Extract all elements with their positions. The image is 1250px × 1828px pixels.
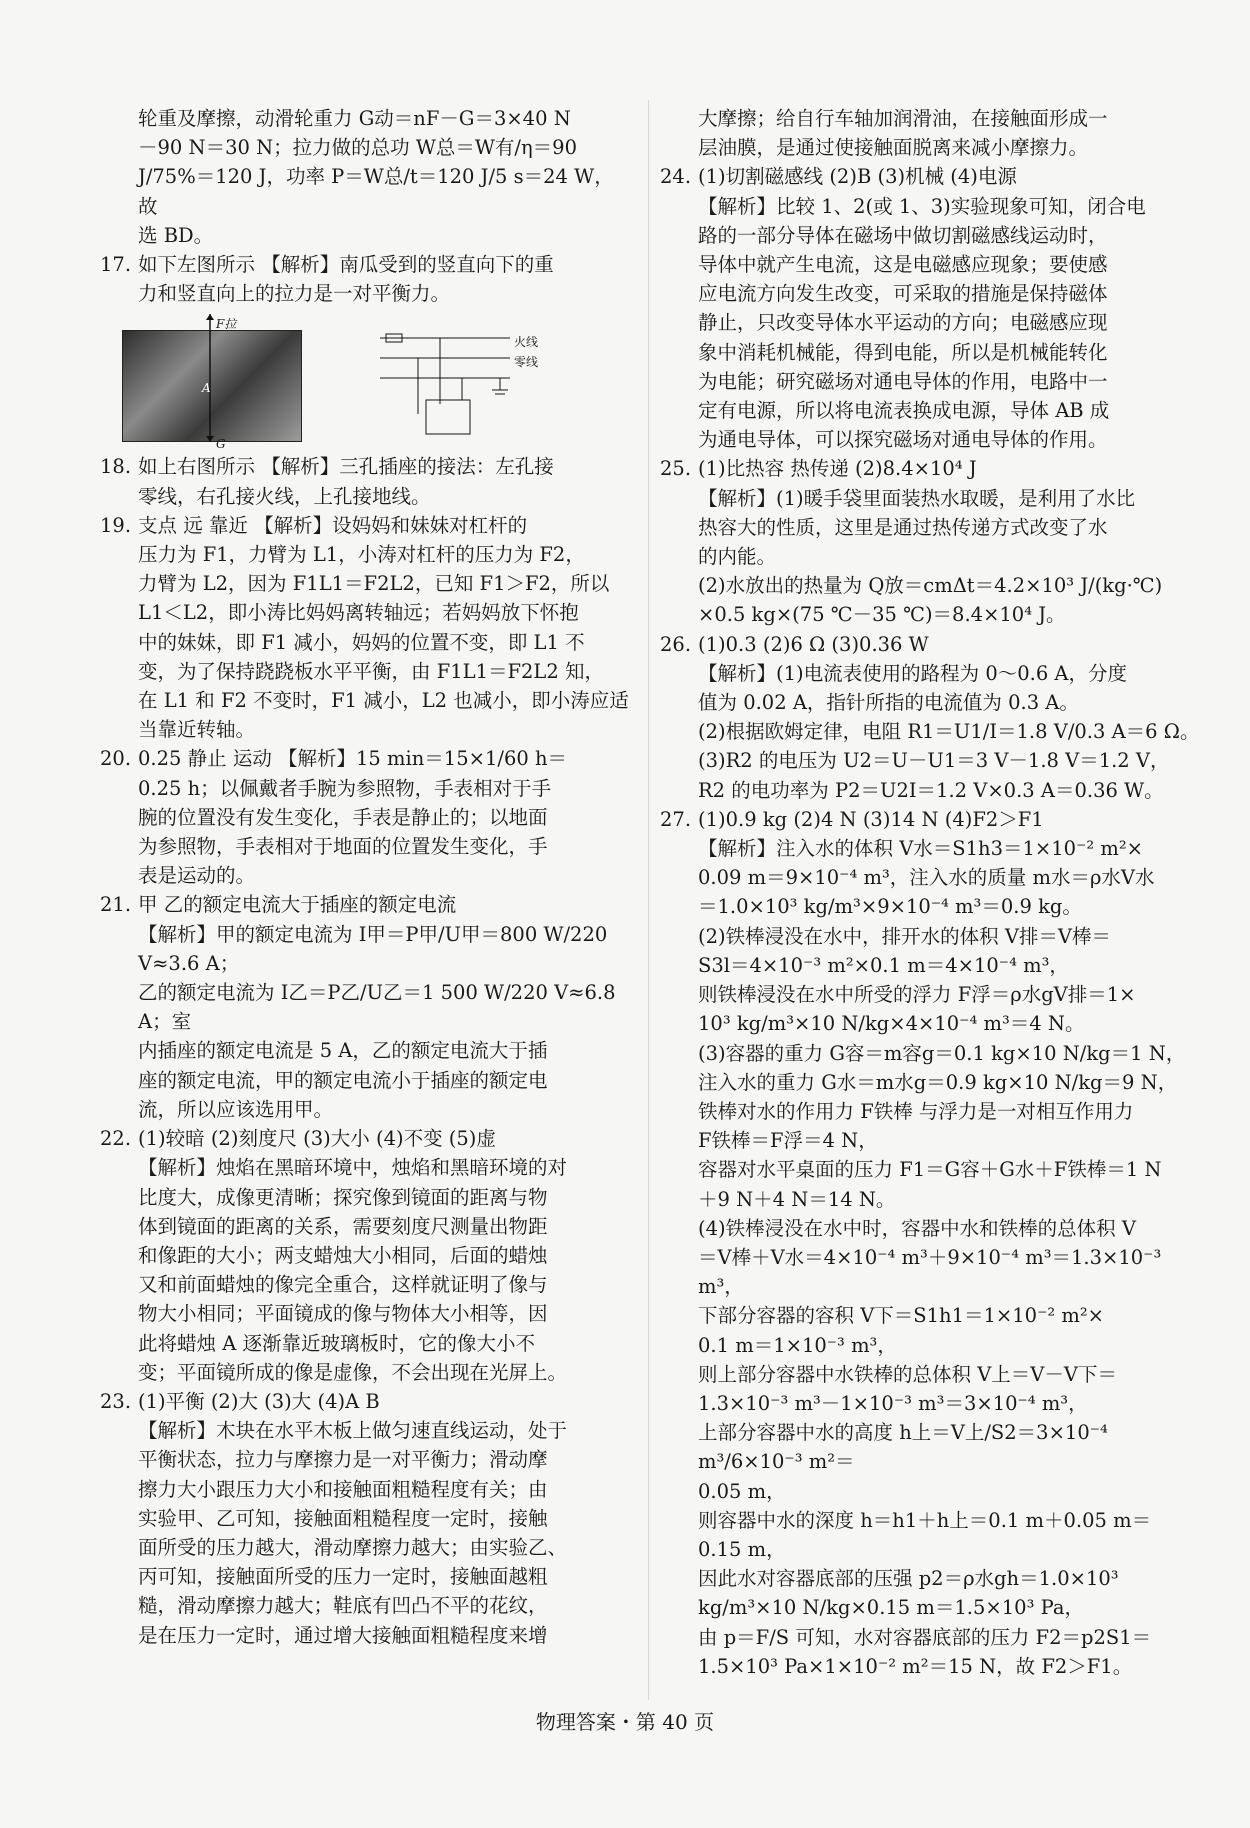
text-line: 【解析】(1)暖手袋里面装热水取暖，是利用了水比 <box>698 486 1136 510</box>
text-line: 【解析】木块在水平木板上做匀速直线运动，处于 <box>138 1419 568 1443</box>
text-line: (2)水放出的热量为 Q放＝cmΔt＝4.2×10³ J/(kg·℃) <box>698 574 1163 598</box>
text-line: 如上右图所示 【解析】三孔插座的接法：左孔接 <box>138 455 554 479</box>
text-line: 容器对水平桌面的压力 F1＝G容＋G水＋F铁棒＝1 N <box>698 1158 1162 1182</box>
text-line: 变；平面镜所成的像是虚像，不会出现在光屏上。 <box>138 1360 568 1384</box>
text-line: 擦力大小跟压力大小和接触面粗糙程度有关；由 <box>138 1477 548 1501</box>
text-line: 丙可知，接触面所受的压力一定时，接触面越粗 <box>138 1565 548 1589</box>
answer-17 <box>100 250 630 308</box>
text-line: 铁棒对水的作用力 F铁棒 与浮力是一对相互作用力 <box>698 1099 1134 1123</box>
text-line: 【解析】比较 1、2(或 1、3)实验现象可知，闭合电 <box>698 194 1146 218</box>
text-line: 乙的额定电流为 I乙＝P乙/U乙＝1 500 W/220 V≈6.8 A；室 <box>138 981 616 1034</box>
text-line: (1)切割磁感线 (2)B (3)机械 (4)电源 <box>698 165 1017 189</box>
column-divider <box>648 100 649 1700</box>
text-line: 物大小相同；平面镜成的像与物体大小相等，因 <box>138 1302 548 1326</box>
figures <box>100 314 630 452</box>
text-line: 大摩擦；给自行车轴加润滑油，在接触面形成一 <box>698 107 1108 130</box>
text-line: 【解析】烛焰在黑暗环境中，烛焰和黑暗环境的对 <box>138 1156 568 1180</box>
question-number: 19. <box>100 513 132 537</box>
text-line: 选 BD。 <box>138 223 214 247</box>
arrow-down <box>206 436 214 442</box>
text-line: 内插座的额定电流是 5 A，乙的额定电流大于插 <box>138 1039 548 1063</box>
text-line: 层油膜，是通过使接触面脱离来减小摩擦力。 <box>698 136 1089 160</box>
text-line: J/75%＝120 J，功率 P＝W总/t＝120 J/5 s＝24 W，故 <box>138 165 614 218</box>
answer-26 <box>660 630 1200 805</box>
text-line: 表是运动的。 <box>138 864 256 888</box>
answer-23-cont <box>660 104 1200 162</box>
text-line: 静止，只改变导体水平运动的方向；电磁感应现 <box>698 311 1108 335</box>
text-line: 1.5×10³ Pa×1×10⁻² m²＝15 N，故 F2＞F1。 <box>698 1654 1133 1678</box>
text-line: 当靠近转轴。 <box>138 718 256 742</box>
text-line: 应电流方向发生改变，可采取的措施是保持磁体 <box>698 282 1108 306</box>
neutral-wire-label: 零线 <box>514 355 539 370</box>
text-line: (1)0.3 (2)6 Ω (3)0.36 W <box>698 632 929 656</box>
force-and-circuit-diagrams <box>100 314 630 442</box>
text-line: 力臂为 L2，因为 F1L1＝F2L2，已知 F1＞F2，所以 <box>138 572 610 596</box>
text-line: (2)根据欧姆定律，电阻 R1＝U1/I＝1.8 V/0.3 A＝6 Ω。 <box>698 720 1200 744</box>
question-number: 17. <box>100 253 132 277</box>
text-line: (1)较暗 (2)刻度尺 (3)大小 (4)不变 (5)虚 <box>138 1127 496 1151</box>
left-column <box>100 104 630 1650</box>
text-line: R2 的电功率为 P2＝U2I＝1.2 V×0.3 A＝0.36 W。 <box>698 778 1164 802</box>
answer-18 <box>100 452 630 510</box>
answer-16-cont <box>100 104 630 250</box>
text-line: F铁棒＝F浮＝4 N， <box>698 1129 878 1153</box>
text-line: (1)平衡 (2)大 (3)大 (4)A B <box>138 1389 380 1413</box>
text-line: 和像距的大小；两支蜡烛大小相同，后面的蜡烛 <box>138 1243 548 1267</box>
text-line: 甲 乙的额定电流大于插座的额定电流 <box>138 893 457 917</box>
text-line: (2)铁棒浸没在水中，排开水的体积 V排＝V棒＝ <box>698 924 1111 948</box>
text-line: 0.05 m， <box>698 1479 786 1503</box>
right-column <box>660 104 1200 1681</box>
text-line: (3)R2 的电压为 U2＝U－U1＝3 V－1.8 V＝1.2 V， <box>698 749 1170 773</box>
text-line: 此将蜡烛 A 逐渐靠近玻璃板时，它的像大小不 <box>138 1331 535 1355</box>
text-line: 力和竖直向上的拉力是一对平衡力。 <box>138 282 451 306</box>
text-line: 定有电源，所以将电流表换成电源，导体 AB 成 <box>698 399 1110 423</box>
text-line: 糙，滑动摩擦力越大；鞋底有凹凸不平的花纹， <box>138 1594 548 1618</box>
text-line: S3l＝4×10⁻³ m²×0.1 m＝4×10⁻⁴ m³， <box>698 953 1069 977</box>
text-line: 的内能。 <box>698 545 777 569</box>
text-line: 中的妹妹，即 F1 减小，妈妈的位置不变，即 L1 不 <box>138 630 585 654</box>
text-line: 流，所以应该选用甲。 <box>138 1097 334 1121</box>
text-line: 0.25 静止 运动 【解析】15 min＝15×1/60 h＝ <box>138 747 568 771</box>
text-line: ＝1.0×10³ kg/m³×9×10⁻⁴ m³＝0.9 kg。 <box>698 895 1082 919</box>
text-line: 象中消耗机械能，得到电能，所以是机械能转化 <box>698 340 1108 364</box>
text-line: 热容大的性质，这里是通过热传递方式改变了水 <box>698 515 1108 539</box>
text-line: 路的一部分导体在磁场中做切割磁感线运动时， <box>698 223 1108 247</box>
text-line: 实验甲、乙可知，接触面粗糙程度一定时，接触 <box>138 1506 548 1530</box>
text-line: (4)铁棒浸没在水中时，容器中水和铁棒的总体积 V <box>698 1216 1136 1240</box>
text-line: 变，为了保持跷跷板水平平衡，由 F1L1＝F2L2 知， <box>138 659 604 683</box>
text-line: 比度大，成像更清晰；探究像到镜面的距离与物 <box>138 1185 548 1209</box>
answer-25 <box>660 454 1200 629</box>
text-line: 1.3×10⁻³ m³－1×10⁻³ m³＝3×10⁻⁴ m³， <box>698 1391 1088 1415</box>
answer-20 <box>100 744 630 890</box>
text-line: ×0.5 kg×(75 ℃－35 ℃)＝8.4×10⁴ J。 <box>698 603 1066 627</box>
text-line: 是在压力一定时，通过增大接触面粗糙程度来增 <box>138 1623 548 1647</box>
text-line: 零线，右孔接火线，上孔接地线。 <box>138 484 431 508</box>
text-line: (1)0.9 kg (2)4 N (3)14 N (4)F2＞F1 <box>698 807 1044 831</box>
answer-21 <box>100 890 630 1124</box>
text-line: 由 p＝F/S 可知，水对容器底部的压力 F2＝p2S1＝ <box>698 1625 1152 1649</box>
text-line: (3)容器的重力 G容＝m容g＝0.1 kg×10 N/kg＝1 N， <box>698 1041 1186 1065</box>
gravity-label: G <box>216 437 226 452</box>
text-line: 为通电导体，可以探究磁场对通电导体的作用。 <box>698 428 1108 452</box>
text-line: 值为 0.02 A，指针所指的电流值为 0.3 A。 <box>698 691 1079 715</box>
text-line: 为参照物，手表相对于地面的位置发生变化，手 <box>138 835 548 859</box>
text-line: 0.15 m， <box>698 1537 786 1561</box>
question-number: 23. <box>100 1389 132 1413</box>
question-number: 22. <box>100 1127 132 1151</box>
text-line: 则上部分容器中水铁棒的总体积 V上＝V－V下＝ <box>698 1362 1117 1386</box>
answer-24 <box>660 162 1200 454</box>
arrow-up <box>206 314 214 320</box>
text-line: 压力为 F1，力臂为 L1，小涛对杠杆的压力为 F2， <box>138 543 585 567</box>
text-line: 0.09 m＝9×10⁻⁴ m³，注入水的质量 m水＝ρ水V水 <box>698 866 1155 890</box>
text-line: 在 L1 和 F2 不变时，F1 减小，L2 也减小，即小涛应适 <box>138 689 629 713</box>
question-number: 27. <box>660 807 692 831</box>
text-line: 上部分容器中水的高度 h上＝V上/S2＝3×10⁻⁴ m³/6×10⁻³ m²＝ <box>698 1421 1108 1474</box>
question-number: 26. <box>660 632 692 656</box>
socket-icon <box>426 400 470 434</box>
page-footer: 物理答案・第 40 页 <box>535 1710 715 1734</box>
question-number: 21. <box>100 893 132 917</box>
text-line: 如下左图所示 【解析】南瓜受到的竖直向下的重 <box>138 253 554 277</box>
text-line: 腕的位置没有发生变化，手表是静止的；以地面 <box>138 805 548 829</box>
text-line: 下部分容器的容积 V下＝S1h1＝1×10⁻² m²× <box>698 1304 1105 1328</box>
text-line: 【解析】甲的额定电流为 I甲＝P甲/U甲＝800 W/220 V≈3.6 A； <box>138 922 608 975</box>
text-line: 0.25 h；以佩戴者手腕为参照物，手表相对于手 <box>138 776 552 800</box>
answer-23 <box>100 1387 630 1650</box>
question-number: 25. <box>660 457 692 481</box>
text-line: 0.1 m＝1×10⁻³ m³， <box>698 1333 897 1357</box>
text-line: －90 N＝30 N；拉力做的总功 W总＝W有/η＝90 <box>138 136 577 160</box>
text-line: 体到镜面的距离的关系，需要刻度尺测量出物距 <box>138 1214 548 1238</box>
text-line: 【解析】(1)电流表使用的路程为 0～0.6 A，分度 <box>698 661 1128 685</box>
answer-27 <box>660 805 1200 1681</box>
question-number: 18. <box>100 455 132 479</box>
answer-22 <box>100 1124 630 1387</box>
text-line: 面所受的压力越大，滑动摩擦力越大；由实验乙、 <box>138 1535 568 1559</box>
text-line: (1)比热容 热传递 (2)8.4×10⁴ J <box>698 457 977 481</box>
text-line: 10³ kg/m³×10 N/kg×4×10⁻⁴ m³＝4 N。 <box>698 1012 1085 1036</box>
text-line: kg/m³×10 N/kg×0.15 m＝1.5×10³ Pa， <box>698 1596 1084 1620</box>
text-line: 平衡状态，拉力与摩擦力是一对平衡力；滑动摩 <box>138 1448 548 1472</box>
text-line: ＝V棒＋V水＝4×10⁻⁴ m³＋9×10⁻⁴ m³＝1.3×10⁻³ m³， <box>698 1245 1162 1299</box>
text-line: 注入水的重力 G水＝m水g＝0.9 kg×10 N/kg＝9 N， <box>698 1070 1178 1094</box>
text-line: L1＜L2，即小涛比妈妈离转轴远；若妈妈放下怀抱 <box>138 601 579 625</box>
text-line: 为电能；研究磁场对通电导体的作用，电路中一 <box>698 369 1108 393</box>
point-a-label: A <box>202 381 211 396</box>
question-number: 24. <box>660 165 692 189</box>
question-number: 20. <box>100 747 132 771</box>
text-line: 轮重及摩擦，动滑轮重力 G动＝nF－G＝3×40 N <box>138 107 571 130</box>
text-line: 因此水对容器底部的压强 p2＝ρ水gh＝1.0×10³ <box>698 1567 1119 1591</box>
text-line: 座的额定电流，甲的额定电流小于插座的额定电 <box>138 1068 548 1092</box>
text-line: 【解析】注入水的体积 V水＝S1h3＝1×10⁻² m²× <box>698 837 1144 861</box>
text-line: 支点 远 靠近 【解析】设妈妈和妹妹对杠杆的 <box>138 513 528 537</box>
live-wire-label: 火线 <box>514 335 539 350</box>
text-line: 则容器中水的深度 h＝h1＋h上＝0.1 m＋0.05 m＝ <box>698 1508 1152 1532</box>
text-line: 又和前面蜡烛的像完全重合，这样就证明了像与 <box>138 1273 548 1297</box>
pull-force-label: F拉 <box>216 317 237 332</box>
text-line: 导体中就产生电流，这是电磁感应现象；要使感 <box>698 253 1108 277</box>
answer-19 <box>100 511 630 745</box>
text-line: ＋9 N＋4 N＝14 N。 <box>698 1187 896 1211</box>
text-line: 则铁棒浸没在水中所受的浮力 F浮＝ρ水gV排＝1× <box>698 983 1136 1007</box>
